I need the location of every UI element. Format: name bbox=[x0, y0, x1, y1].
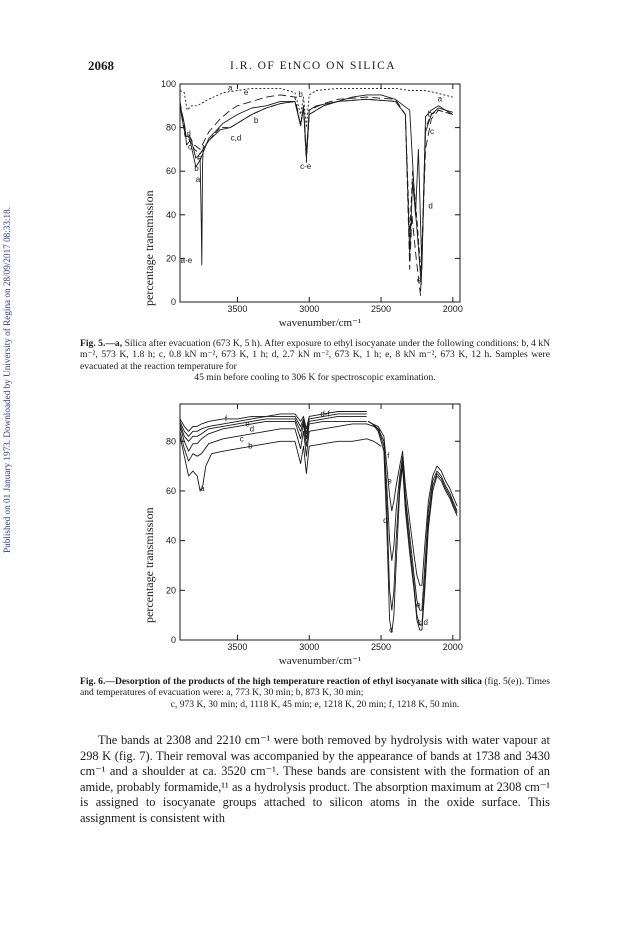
curve-annotation: d bbox=[428, 201, 433, 211]
y-tick-label: 20 bbox=[165, 253, 176, 264]
y-tick-label: 0 bbox=[170, 297, 176, 307]
curve-annotation: c,d bbox=[417, 618, 429, 628]
y-tick-label: 0 bbox=[170, 635, 176, 645]
y-tick-label: 40 bbox=[165, 209, 176, 220]
curve-annotation: b bbox=[253, 116, 259, 126]
y-tick-label: 80 bbox=[165, 122, 176, 133]
curve-annotation: a bbox=[228, 83, 233, 93]
y-tick-label: 80 bbox=[165, 436, 176, 447]
curve-annotation: d bbox=[249, 424, 255, 434]
curve-annotation: b bbox=[427, 109, 433, 119]
figure-5 bbox=[140, 78, 470, 338]
x-tick-label: 3000 bbox=[299, 642, 320, 652]
figure-5-caption-last: 45 min before cooling to 306 K for spectroscopic examination. bbox=[194, 372, 436, 384]
curve-annotation: b bbox=[194, 164, 199, 174]
x-tick-label: 3000 bbox=[299, 304, 320, 314]
spectrum-curve-a bbox=[180, 88, 453, 127]
curve-annotation: c bbox=[430, 127, 434, 137]
figure-6-caption-text: (fig. 5(e)). Times and temperatures of evacuation were: a, 773 K, 30 min; b, 873 K, 30 min; bbox=[80, 676, 550, 699]
x-tick-label: 3500 bbox=[227, 642, 248, 652]
spectrum-curve-a-e-sharp bbox=[200, 145, 203, 265]
spectrum-curve-d-iso bbox=[368, 421, 457, 628]
spectrum-curve-e-iso bbox=[368, 421, 457, 610]
curve-annotation: a bbox=[200, 483, 205, 493]
curve-annotation: c bbox=[389, 625, 394, 635]
curve-annotation: f bbox=[224, 414, 228, 424]
curve-annotation: a-e bbox=[180, 255, 193, 265]
curve-annotation: c bbox=[239, 434, 244, 444]
x-axis-label: wavenumber/cm⁻¹ bbox=[278, 317, 362, 329]
curve-annotation: c-e bbox=[300, 162, 312, 172]
curve-annotation: e bbox=[387, 476, 392, 486]
spectrum-curve-c-iso bbox=[368, 421, 457, 632]
curve-annotation: a bbox=[195, 175, 201, 185]
page-number: 2068 bbox=[88, 58, 114, 73]
curve-annotation: e bbox=[243, 87, 249, 97]
curve-annotation: e bbox=[416, 600, 421, 610]
body-paragraph: The bands at 2308 and 2210 cm⁻¹ were both removed by hydrolysis with water vapour at 298 K (fig. 7). Their removal was accompanied by the appearance of bands at 1738 and 3430 cm⁻¹ and a shoulder at ca. 3520 cm⁻¹. These bands are consistent with the formation of an amide, probably formamide,¹¹ as a hydrolysis product. The absorption maximum at 2308 cm⁻¹ is assigned to isocyanate groups attached to silicon atoms in the oxide surface. This assignment is consistent with bbox=[80, 733, 550, 825]
curve-annotation: d bbox=[383, 516, 388, 526]
x-tick-label: 2500 bbox=[371, 304, 392, 314]
curve-annotation: e bbox=[245, 419, 250, 429]
curve-annotation: f bbox=[387, 451, 390, 461]
x-tick-label: 2500 bbox=[371, 642, 392, 652]
figure-6-chart bbox=[140, 396, 470, 671]
y-tick-label: 20 bbox=[165, 585, 176, 596]
y-tick-label: 60 bbox=[165, 485, 176, 496]
curve-annotation: e bbox=[416, 275, 422, 285]
figure-5-caption-head: Fig. 5.—a, bbox=[80, 338, 123, 349]
figure-6-caption bbox=[80, 676, 550, 710]
spectrum-curve-a bbox=[180, 436, 381, 491]
curve-annotation: e bbox=[197, 153, 202, 163]
x-tick-label: 3500 bbox=[227, 304, 248, 314]
figure-6-caption-head: Fig. 6.—Desorption of the products of the high temperature reaction of ethyl isocyanate with silica bbox=[80, 676, 482, 687]
figure-5-chart bbox=[140, 78, 470, 338]
y-tick-label: 60 bbox=[165, 166, 176, 177]
spectrum-curve-e bbox=[180, 414, 367, 436]
curve-annotation: b bbox=[248, 441, 253, 451]
figure-6-caption-last: c, 973 K, 30 min; d, 1118 K, 45 min; e, 1218 K, 20 min; f, 1218 K, 50 min. bbox=[170, 698, 460, 710]
y-tick-label: 40 bbox=[165, 535, 176, 546]
x-tick-label: 2000 bbox=[442, 304, 463, 314]
plot-frame bbox=[180, 84, 460, 302]
x-axis-label: wavenumber/cm⁻¹ bbox=[278, 655, 362, 667]
spectrum-curve-d bbox=[180, 99, 453, 284]
curve-annotation: d-f bbox=[320, 409, 330, 419]
curve-annotation: d bbox=[186, 129, 191, 139]
download-notice: Published on 01 January 1973. Downloaded by University of Regina on 28/09/2017 08:33:18. bbox=[2, 206, 12, 554]
x-tick-label: 2000 bbox=[442, 642, 463, 652]
fig6-y-axis-label: percentage transmission bbox=[142, 507, 156, 623]
fig5-y-axis-label: percentage transmission bbox=[142, 190, 156, 306]
curve-annotation: c bbox=[188, 142, 193, 152]
spectrum-curve-d bbox=[180, 416, 367, 444]
figure-5-caption-text: Silica after evacuation (673 K, 5 h). After exposure to ethyl isocyanate under the following conditions: b, 4 kN m⁻², 573 K, 1.8 h; c, 0.8 kN m⁻², 673 K, 1 h; d, 2.7 kN m⁻², 673 K, 1 h; e, 8 kN m⁻², 673 K, 12 h. Samples were evacuated at the reaction temperature for bbox=[80, 338, 551, 372]
figure-6 bbox=[140, 396, 470, 671]
figure-5-caption bbox=[80, 338, 550, 384]
spectrum-curve-b bbox=[180, 424, 381, 461]
running-title: I.R. OF EtNCO ON SILICA bbox=[230, 60, 397, 72]
y-tick-label: 100 bbox=[160, 79, 176, 89]
curve-annotation: a bbox=[437, 94, 443, 104]
curve-annotation: c,d bbox=[230, 133, 242, 143]
curve-annotation: b bbox=[298, 90, 303, 100]
